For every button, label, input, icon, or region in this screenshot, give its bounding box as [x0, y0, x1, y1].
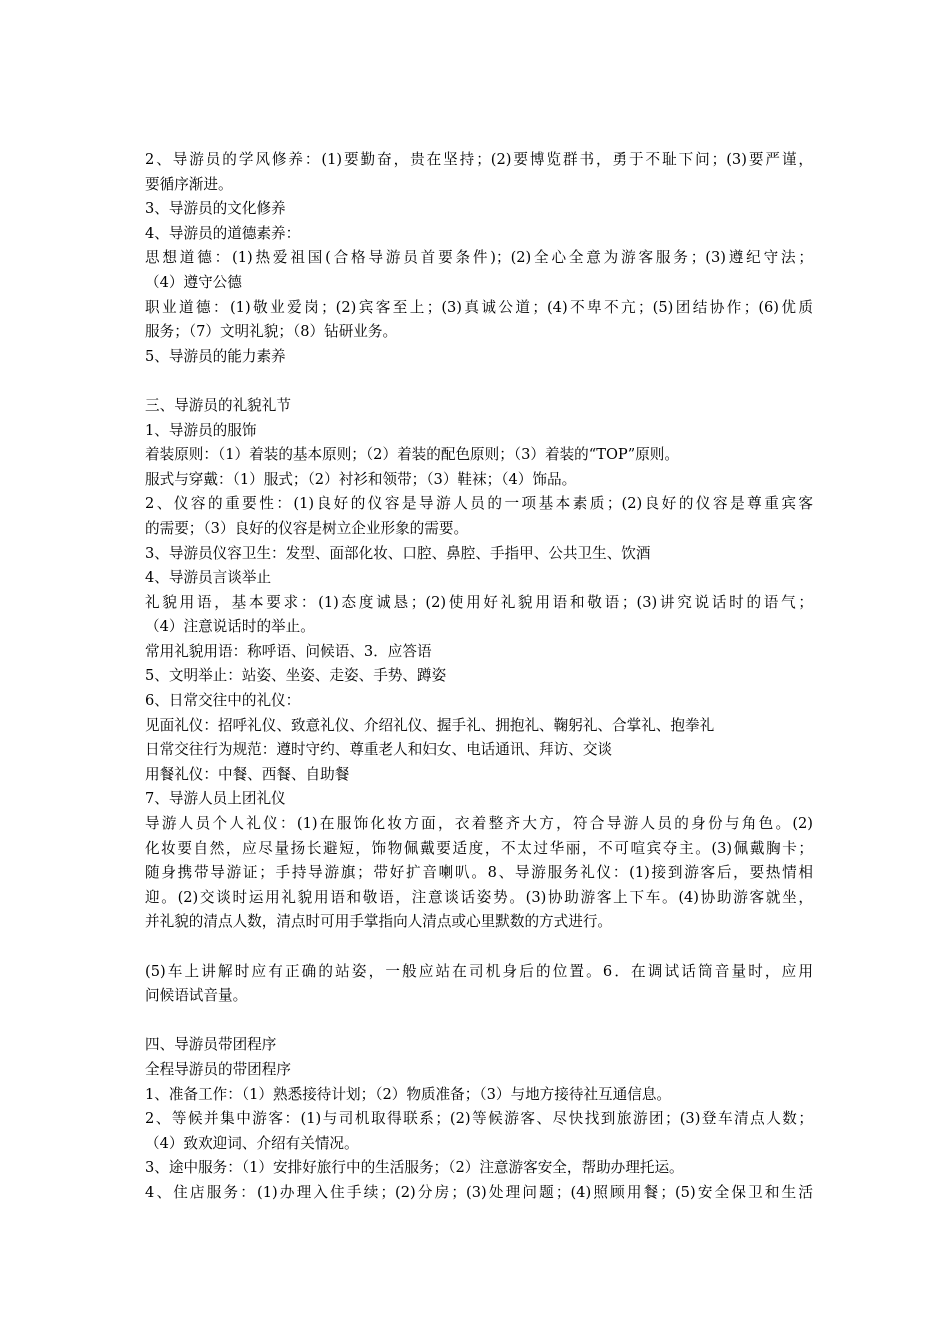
text-line: 常用礼貌用语：称呼语、问候语、3．应答语 [145, 642, 432, 660]
text-line: （4）致欢迎词、介绍有关情况。 [145, 1134, 359, 1152]
text-line: 日常交往行为规范：遵时守约、尊重老人和妇女、电话通讯、拜访、交谈 [145, 741, 613, 759]
text-line: 见面礼仪：招呼礼仪、致意礼仪、介绍礼仪、握手礼、拥抱礼、鞠躬礼、合掌礼、抱拳礼 [145, 716, 715, 734]
text-line: 并礼貌的清点人数，清点时可用手掌指向人清点或心里默数的方式进行。 [145, 913, 613, 931]
text-line: （4）注意说话时的举止。 [145, 618, 315, 636]
text-line: 职业道德：(1)敬业爱岗；(2)宾客至上；(3)真诚公道；(4)不卑不亢；(5)团结协作；(6)优质 [145, 298, 813, 316]
text-line: 全程导游员的带团程序 [145, 1060, 291, 1078]
text-line: 1、准备工作：（1）熟悉接待计划；（2）物质准备；（3）与地方接待社互通信息。 [145, 1085, 672, 1103]
text-line: 随身携带导游证；手持导游旗；带好扩音喇叭。8、导游服务礼仪：(1)接到游客后，要热情相 [145, 864, 813, 882]
text-line: 迎。(2)交谈时运用礼貌用语和敬语，注意谈话姿势。(3)协助游客上下车。(4)协助游客就坐， [145, 888, 813, 906]
text-line: 4、住店服务：(1)办理入住手续；(2)分房；(3)处理问题；(4)照顾用餐；(5)安全保卫和生活 [145, 1183, 813, 1201]
text-line: 服务；（7）文明礼貌；（8）钻研业务。 [145, 323, 398, 341]
blank-line [145, 935, 813, 960]
text-line: 3、导游员仪容卫生：发型、面部化妆、口腔、鼻腔、手指甲、公共卫生、饮酒 [145, 544, 651, 562]
text-line: 6、日常交往中的礼仪： [145, 692, 301, 710]
text-line: 四、导游员带团程序 [145, 1036, 277, 1054]
text-line: 2、等候并集中游客：(1)与司机取得联系；(2)等候游客、尽快找到旅游团；(3)登车清点人数； [145, 1110, 813, 1128]
text-line: 2、导游员的学风修养：(1)要勤奋，贵在坚持；(2)要博览群书，勇于不耻下问；(3)要严谨， [145, 151, 813, 168]
text-line: （4）遵守公德 [145, 273, 242, 291]
text-line: 要循序渐进。 [145, 175, 233, 193]
text-line: 4、导游员的道德素养： [145, 224, 301, 242]
text-line: 1、导游员的服饰 [145, 421, 257, 439]
text-line: 问候语试音量。 [145, 987, 248, 1005]
text-line: 3、途中服务：（1）安排好旅行中的生活服务；（2）注意游客安全，帮助办理托运。 [145, 1159, 684, 1177]
text-line: 5、文明举止：站姿、坐姿、走姿、手势、蹲姿 [145, 667, 447, 685]
text-line: (5)车上讲解时应有正确的站姿，一般应站在司机身后的位置。6．在调试话筒音量时，应用 [145, 962, 813, 980]
text-line: 礼貌用语，基本要求：(1)态度诚恳；(2)使用好礼貌用语和敬语；(3)讲究说话时的语气； [145, 593, 813, 611]
text-line: 思想道德：(1)热爱祖国(合格导游员首要条件)；(2)全心全意为游客服务；(3)遵纪守法； [145, 249, 813, 267]
text-line: 三、导游员的礼貌礼节 [145, 396, 291, 414]
text-line: 4、导游员言谈举止 [145, 569, 272, 587]
text-line: 化妆要自然，应尽量扬长避短，饰物佩戴要适度，不太过华丽，不可喧宾夺主。(3)佩戴胸卡； [145, 839, 813, 857]
text-line: 用餐礼仪：中餐、西餐、自助餐 [145, 765, 350, 783]
blank-line [145, 369, 813, 394]
text-line: 7、导游人员上团礼仪 [145, 790, 286, 808]
text-line: 3、导游员的文化修养 [145, 200, 286, 218]
text-line: 服式与穿戴：（1）服式；（2）衬衫和领带；（3）鞋袜；（4）饰品。 [145, 470, 577, 488]
document-page [145, 148, 813, 1206]
blank-line [145, 1009, 813, 1034]
text-line: 导游人员个人礼仪：(1)在服饰化妆方面，衣着整齐大方，符合导游人员的身份与角色。(2) [145, 815, 813, 833]
text-line: 2、仪容的重要性：(1)良好的仪容是导游人员的一项基本素质；(2)良好的仪容是尊重宾客 [145, 495, 813, 513]
text-line: 着装原则：（1）着装的基本原则；（2）着装的配色原则；（3）着装的“TOP”原则。 [145, 446, 679, 464]
text-line: 的需要；（3）良好的仪容是树立企业形象的需要。 [145, 519, 469, 537]
text-line: 5、导游员的能力素养 [145, 347, 286, 365]
